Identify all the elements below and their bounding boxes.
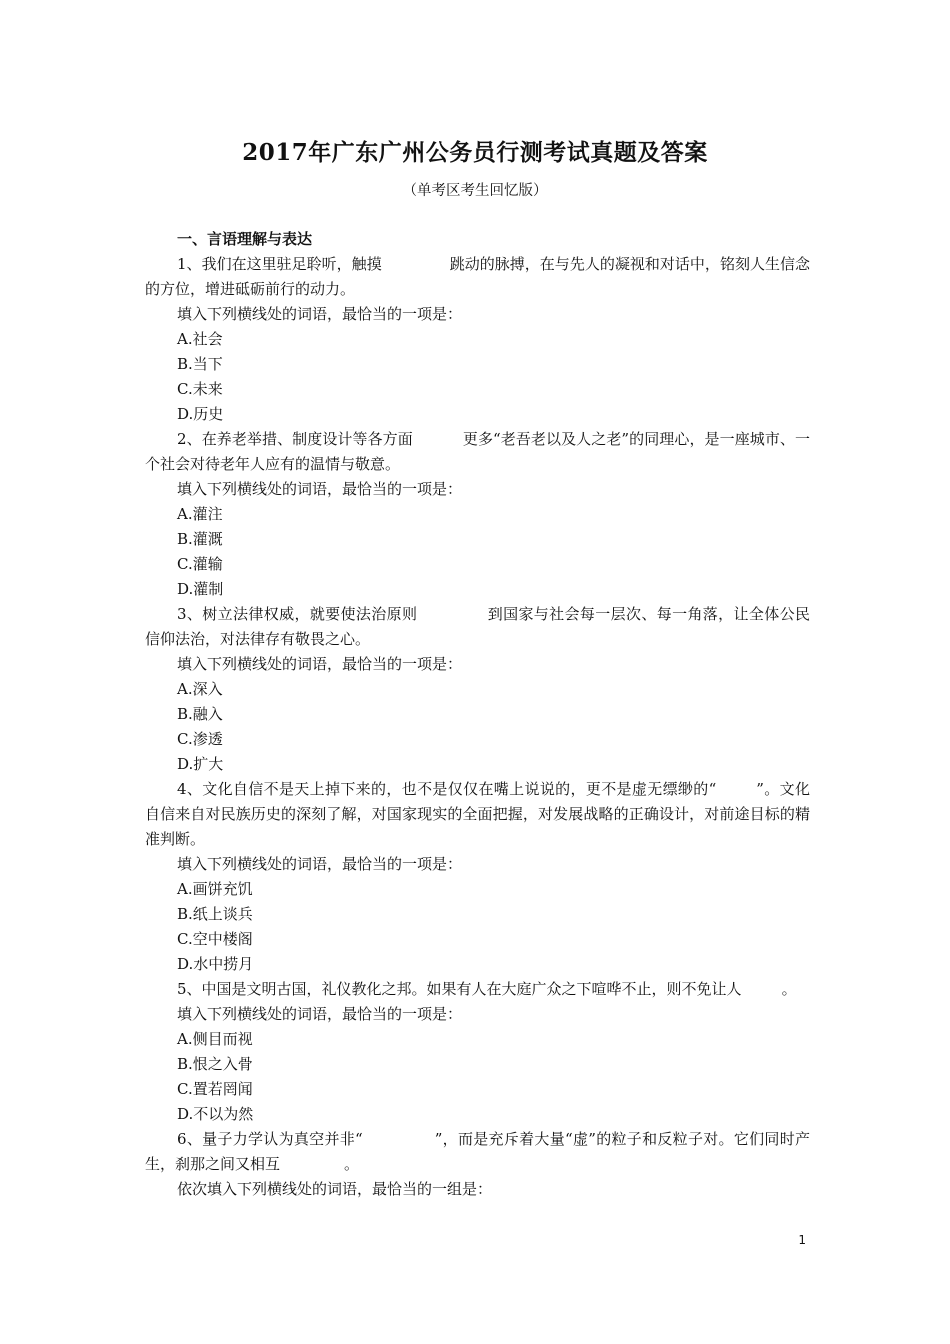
question-1-instruction: 填入下列横线处的词语，最恰当的一项是：: [177, 305, 463, 323]
question-2-text-b: 更多“老吾老以及人之老”的同理心，是一座城市、一个社会对待老年人应有的温情与敬意。: [145, 430, 811, 473]
document-title: 2017年广东广州公务员行测考试真题及答案: [242, 139, 708, 166]
question-3-instruction: 填入下列横线处的词语，最恰当的一项是：: [177, 655, 463, 673]
question-2-option-c: C.灌输: [177, 555, 223, 573]
question-5: [145, 977, 810, 1002]
question-3-option-a: A.深入: [177, 680, 223, 698]
question-3-option-b: B.融入: [177, 705, 223, 723]
question-5-option-b: B.恨之入骨: [177, 1055, 253, 1073]
question-6: [145, 1127, 810, 1177]
question-4-option-d: D.水中捞月: [177, 955, 254, 973]
question-6-text-b: ”，而是充斥着大量“虚”的粒子和反粒子对。它们同时产生，刹那之间又相互: [145, 1130, 811, 1173]
question-2-instruction: 填入下列横线处的词语，最恰当的一项是：: [177, 480, 463, 498]
question-4-option-c: C.空中楼阁: [177, 930, 253, 948]
document-body: [145, 227, 810, 1202]
question-2-option-d: D.灌制: [177, 580, 224, 598]
question-1-option-d: D.历史: [177, 405, 224, 423]
question-3-option-d: D.扩大: [177, 755, 224, 773]
question-1-text-b: 跳动的脉搏，在与先人的凝视和对话中，铭刻人生信念的方位，增进砥砺前行的动力。: [145, 255, 810, 298]
page-number: 1: [798, 1233, 806, 1247]
question-1-option-b: B.当下: [177, 355, 223, 373]
question-6-text-a: 6、量子力学认为真空并非“: [177, 1130, 363, 1148]
question-1-text-a: 1、我们在这里驻足聆听，触摸: [177, 255, 382, 273]
question-3: [145, 602, 810, 652]
question-1-option-c: C.未来: [177, 380, 223, 398]
question-5-option-c: C.置若罔闻: [177, 1080, 253, 1098]
question-5-instruction: 填入下列横线处的词语，最恰当的一项是：: [177, 1005, 463, 1023]
question-6-text-c: 。: [344, 1155, 360, 1173]
question-4-option-b: B.纸上谈兵: [177, 905, 253, 923]
question-5-text-b: 。: [781, 980, 797, 998]
question-5-option-d: D.不以为然: [177, 1105, 254, 1123]
question-1: [145, 252, 810, 302]
question-3-text-b: 到国家与社会每一层次、每一角落，让全体公民信仰法治，对法律存有敬畏之心。: [145, 605, 810, 648]
question-2-text-a: 2、在养老举措、制度设计等各方面: [177, 430, 413, 448]
question-2: [145, 427, 810, 477]
question-3-option-c: C.渗透: [177, 730, 223, 748]
question-2-option-b: B.灌溉: [177, 530, 223, 548]
question-5-option-a: A.侧目而视: [177, 1030, 253, 1048]
question-1-option-a: A.社会: [177, 330, 223, 348]
question-5-text-a: 5、中国是文明古国，礼仪教化之邦。如果有人在大庭广众之下喧哗不止，则不免让人: [177, 980, 742, 998]
question-6-instruction: 依次填入下列横线处的词语，最恰当的一组是：: [177, 1180, 493, 1198]
question-4-text-a: 4、文化自信不是天上掉下来的，也不是仅仅在嘴上说说的，更不是虚无缥缈的“: [177, 780, 717, 798]
question-4: [145, 777, 810, 852]
section-heading: 一、言语理解与表达: [177, 230, 313, 248]
document-subtitle: （单考区考生回忆版）: [402, 183, 548, 199]
question-2-option-a: A.灌注: [177, 505, 223, 523]
question-4-text-b: ”。文化自信来自对民族历史的深刻了解，对国家现实的全面把握，对发展战略的正确设计，对前途目标的精准判断。: [145, 780, 811, 848]
question-4-option-a: A.画饼充饥: [177, 880, 253, 898]
question-4-instruction: 填入下列横线处的词语，最恰当的一项是：: [177, 855, 463, 873]
question-3-text-a: 3、树立法律权威，就要使法治原则: [177, 605, 418, 623]
